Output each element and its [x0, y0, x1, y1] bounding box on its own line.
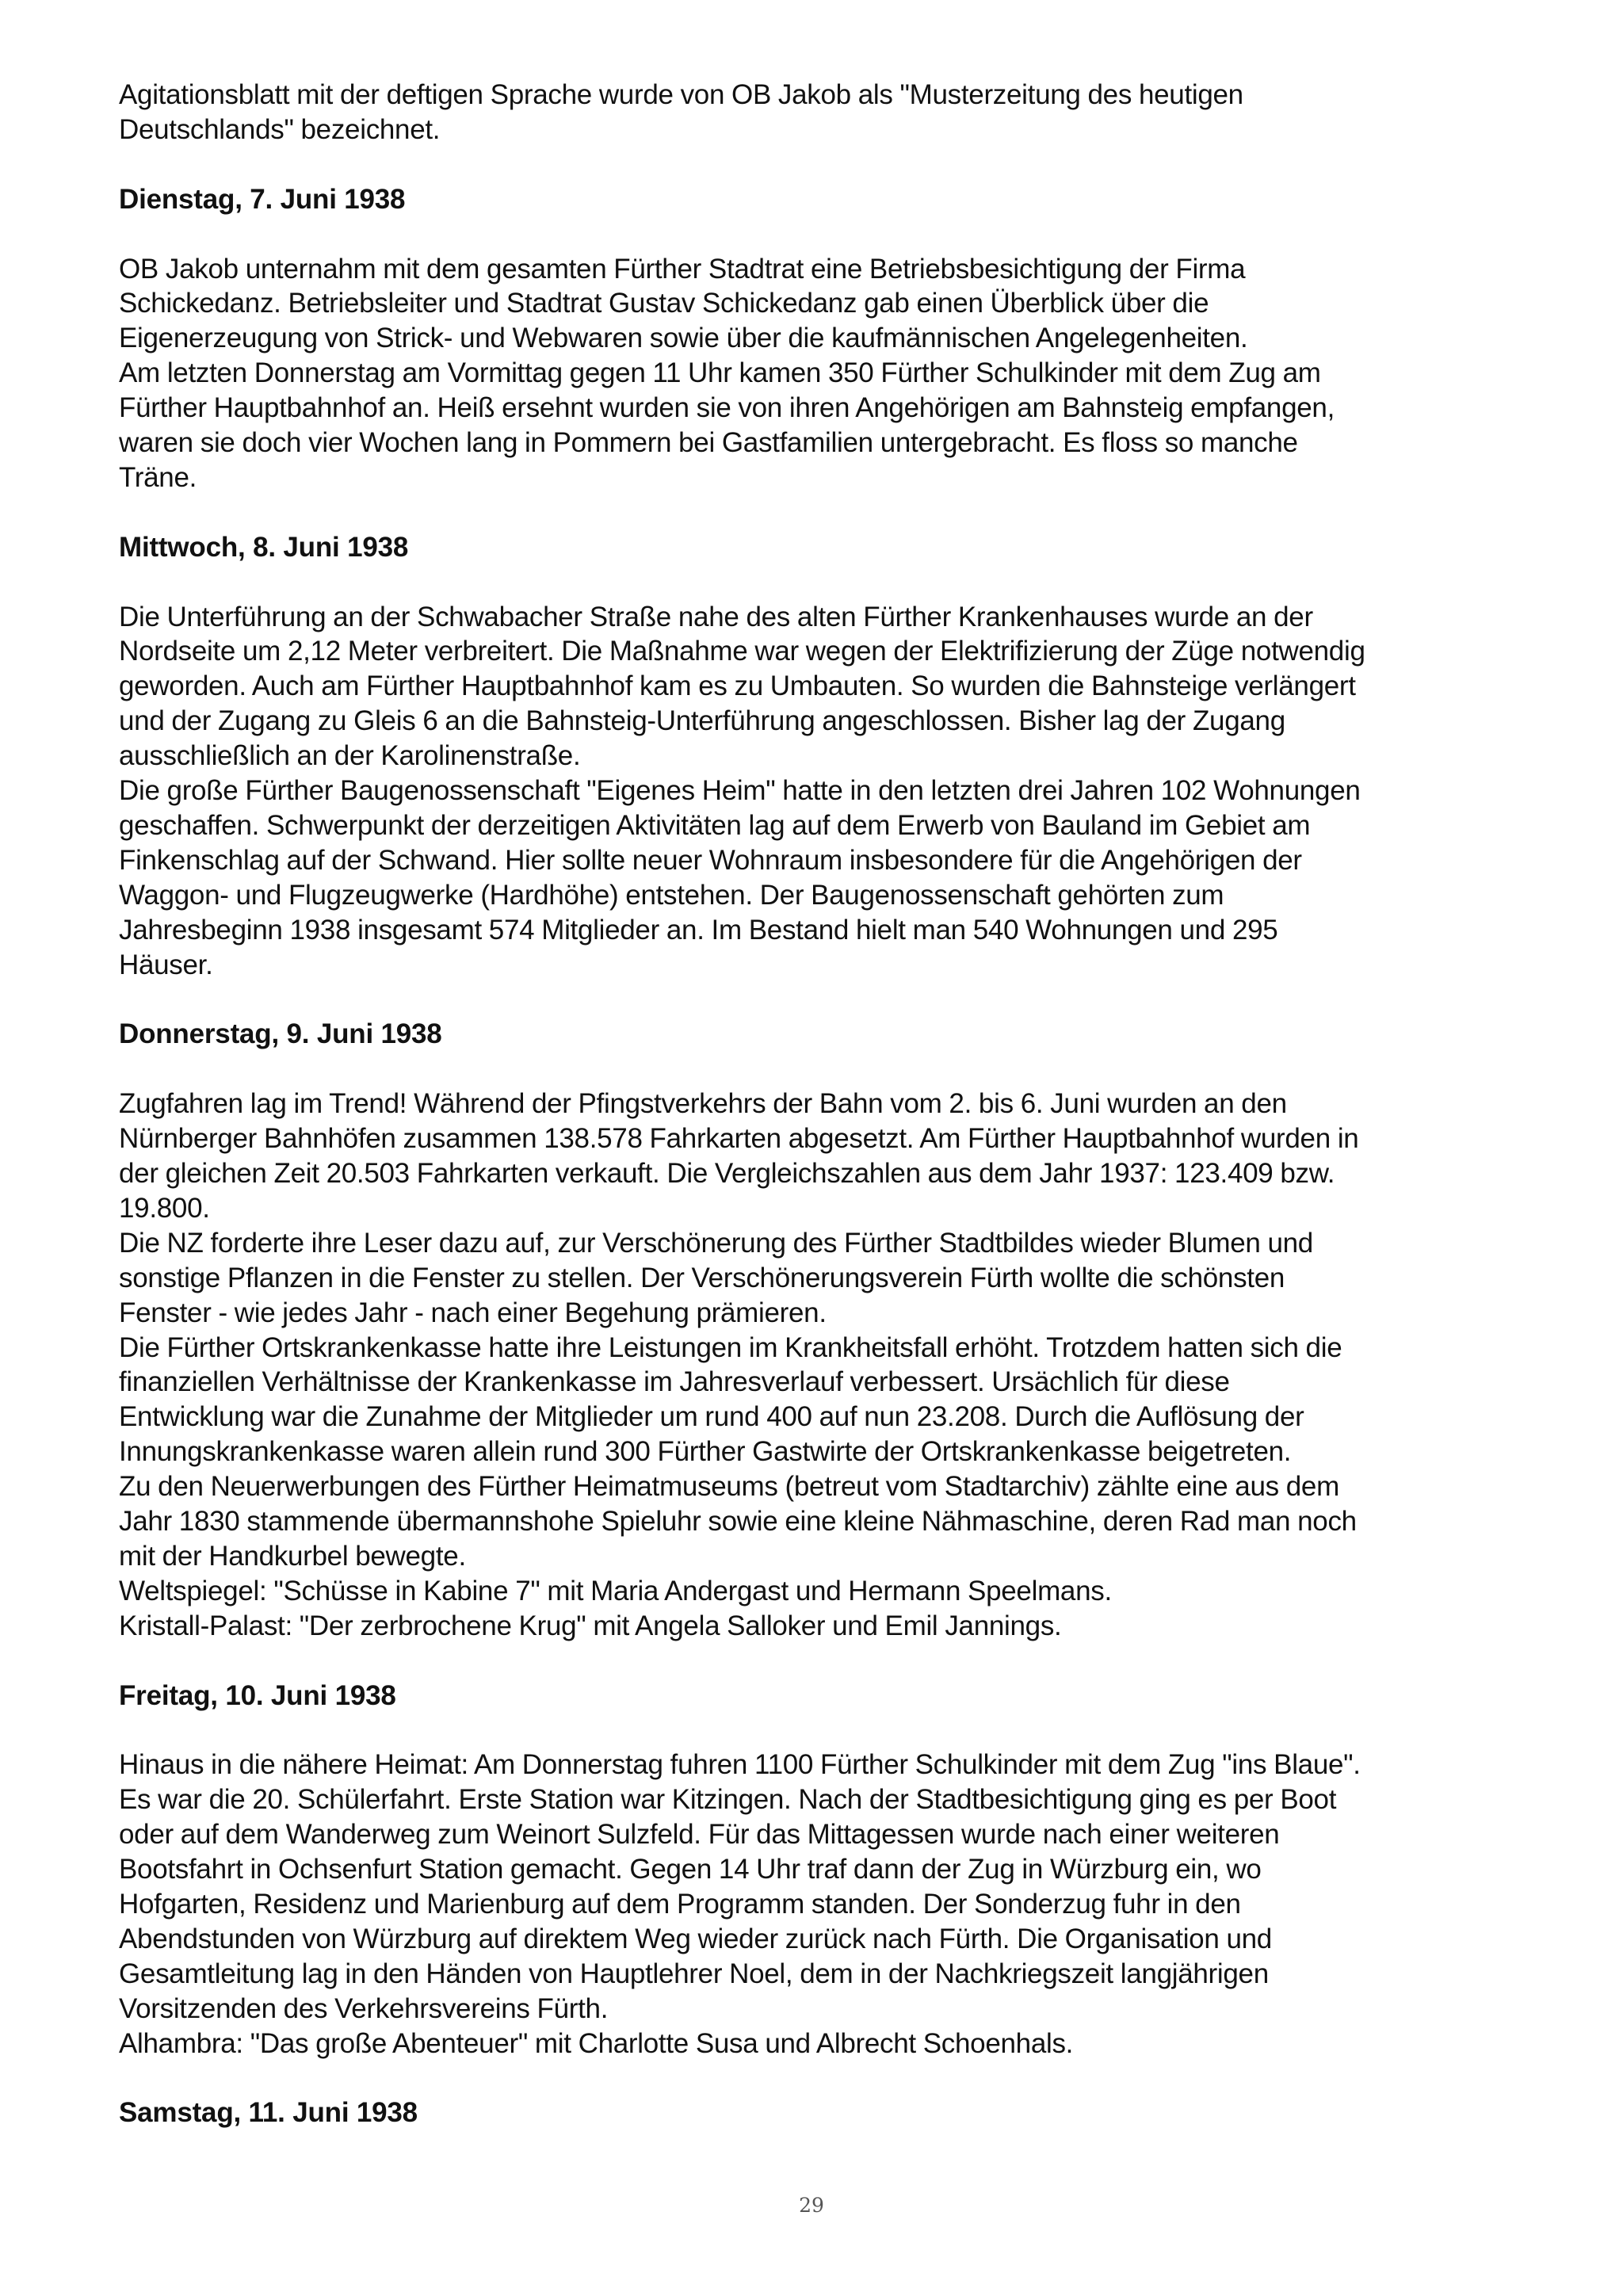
spacer [119, 983, 1522, 1018]
text-line: ausschließlich an der Karolinenstraße. [119, 740, 581, 772]
entry-heading-wednesday: Mittwoch, 8. Juni 1938 [119, 531, 409, 563]
text-line: geschaffen. Schwerpunkt der derzeitigen Aktivitäten lag auf dem Erwerb von Bauland im Gebiet am [119, 809, 1311, 841]
text-line: Zugfahren lag im Trend! Während der Pfingstverkehrs der Bahn vom 2. bis 6. Juni wurden an den [119, 1088, 1287, 1120]
text-line: Träne. [119, 461, 197, 493]
entry-body-thursday [119, 1087, 1522, 1644]
text-line: 19.800. [119, 1192, 210, 1224]
entry-heading-friday: Freitag, 10. Juni 1938 [119, 1679, 396, 1711]
text-line: oder auf dem Wanderweg zum Weinort Sulzfeld. Für das Mittagessen wurde nach einer weiteren [119, 1819, 1280, 1851]
spacer [119, 2061, 1522, 2096]
text-line: Die NZ forderte ihre Leser dazu auf, zur Verschönerung des Fürther Stadtbildes wieder Blumen und [119, 1227, 1313, 1259]
text-line: und der Zugang zu Gleis 6 an die Bahnsteig-Unterführung angeschlossen. Bisher lag der Zugang [119, 705, 1285, 737]
text-line: Eigenerzeugung von Strick- und Webwaren sowie über die kaufmännischen Angelegenheiten. [119, 323, 1248, 354]
entry-body-friday [119, 1748, 1522, 2061]
text-line: OB Jakob unternahm mit dem gesamten Fürther Stadtrat eine Betriebsbesichtigung der Firma [119, 253, 1246, 285]
text-line: Abendstunden von Würzburg auf direktem Weg wieder zurück nach Fürth. Die Organisation und [119, 1923, 1272, 1954]
text-line: Bootsfahrt in Ochsenfurt Station gemacht. Gegen 14 Uhr traf dann der Zug in Würzburg ein, wo [119, 1854, 1262, 1885]
text-line: geworden. Auch am Fürther Hauptbahnhof kam es zu Umbauten. So wurden die Bahnsteige verlängert [119, 670, 1356, 702]
text-line: sonstige Pflanzen in die Fenster zu stellen. Der Verschönerungsverein Fürth wollte die schönsten [119, 1262, 1285, 1293]
page-number: 29 [799, 2194, 824, 2217]
spacer [119, 1713, 1522, 1748]
spacer [119, 565, 1522, 600]
text-line: Innungskrankenkasse waren allein rund 300 Fürther Gastwirte der Ortskrankenkasse beigetreten. [119, 1436, 1292, 1468]
text-line: Nürnberger Bahnhöfen zusammen 138.578 Fahrkarten abgesetzt. Am Fürther Hauptbahnhof wurden in [119, 1123, 1359, 1155]
text-line: Gesamtleitung lag in den Händen von Hauptlehrer Noel, dem in der Nachkriegszeit langjährigen [119, 1958, 1269, 1989]
text-line: Agitationsblatt mit der deftigen Sprache wurde von OB Jakob als "Musterzeitung des heutigen [119, 79, 1243, 110]
text-line: Weltspiegel: "Schüsse in Kabine 7" mit Maria Andergast und Hermann Speelmans. [119, 1575, 1112, 1606]
spacer [119, 1052, 1522, 1087]
entry-heading-thursday: Donnerstag, 9. Juni 1938 [119, 1018, 442, 1050]
text-line: Schickedanz. Betriebsleiter und Stadtrat Gustav Schickedanz gab einen Überblick über die [119, 288, 1209, 319]
document-page [119, 78, 1522, 2130]
entry-body-wednesday [119, 600, 1522, 983]
text-line: Fürther Hauptbahnhof an. Heiß ersehnt wurden sie von ihren Angehörigen am Bahnsteig empfangen, [119, 392, 1335, 424]
text-line: Nordseite um 2,12 Meter verbreitert. Die Maßnahme war wegen der Elektrifizierung der Züge notwendig [119, 636, 1365, 667]
spacer [119, 495, 1522, 530]
text-line: Es war die 20. Schülerfahrt. Erste Station war Kitzingen. Nach der Stadtbesichtigung ging es per Boot [119, 1784, 1337, 1816]
text-line: Deutschlands" bezeichnet. [119, 113, 441, 145]
entry-body-tuesday [119, 252, 1522, 495]
spacer [119, 217, 1522, 252]
text-line: der gleichen Zeit 20.503 Fahrkarten verkauft. Die Vergleichszahlen aus dem Jahr 1937: 123.409 bzw. [119, 1158, 1335, 1189]
text-line: Alhambra: "Das große Abenteuer" mit Charlotte Susa und Albrecht Schoenhals. [119, 2027, 1074, 2059]
text-line: Die Unterführung an der Schwabacher Straße nahe des alten Fürther Krankenhauses wurde an der [119, 601, 1313, 632]
text-line: Zu den Neuerwerbungen des Fürther Heimatmuseums (betreut vom Stadtarchiv) zählte eine aus dem [119, 1471, 1339, 1503]
text-line: waren sie doch vier Wochen lang in Pommern bei Gastfamilien untergebracht. Es floss so manche [119, 427, 1298, 459]
intro-paragraph [119, 78, 1522, 147]
text-line: Kristall-Palast: "Der zerbrochene Krug" mit Angela Salloker und Emil Jannings. [119, 1610, 1062, 1641]
text-line: Hofgarten, Residenz und Marienburg auf dem Programm standen. Der Sonderzug fuhr in den [119, 1889, 1241, 1920]
entry-heading-saturday: Samstag, 11. Juni 1938 [119, 2097, 418, 2129]
text-line: Waggon- und Flugzeugwerke (Hardhöhe) entstehen. Der Baugenossenschaft gehörten zum [119, 879, 1224, 911]
spacer [119, 147, 1522, 182]
text-line: Am letzten Donnerstag am Vormittag gegen 11 Uhr kamen 350 Fürther Schulkinder mit dem Zug am [119, 357, 1321, 389]
text-line: Vorsitzenden des Verkehrsvereins Fürth. [119, 1992, 609, 2024]
text-line: Die große Fürther Baugenossenschaft "Eigenes Heim" hatte in den letzten drei Jahren 102 Wohnungen [119, 775, 1361, 807]
text-line: Entwicklung war die Zunahme der Mitglieder um rund 400 auf nun 23.208. Durch die Auflösung der [119, 1401, 1304, 1433]
text-line: Die Fürther Ortskrankenkasse hatte ihre Leistungen im Krankheitsfall erhöht. Trotzdem hatten sich die [119, 1331, 1342, 1363]
text-line: mit der Handkurbel bewegte. [119, 1540, 466, 1572]
spacer [119, 1644, 1522, 1679]
entry-heading-tuesday: Dienstag, 7. Juni 1938 [119, 183, 406, 215]
text-line: finanziellen Verhältnisse der Krankenkasse im Jahresverlauf verbessert. Ursächlich für diese [119, 1366, 1230, 1398]
text-line: Jahresbeginn 1938 insgesamt 574 Mitglieder an. Im Bestand hielt man 540 Wohnungen und 295 [119, 914, 1278, 946]
text-line: Finkenschlag auf der Schwand. Hier sollte neuer Wohnraum insbesondere für die Angehörigen der [119, 844, 1302, 876]
text-line: Häuser. [119, 949, 213, 980]
text-line: Jahr 1830 stammende übermannshohe Spieluhr sowie eine kleine Nähmaschine, deren Rad man noch [119, 1506, 1357, 1538]
text-line: Fenster - wie jedes Jahr - nach einer Begehung prämieren. [119, 1297, 827, 1328]
text-line: Hinaus in die nähere Heimat: Am Donnerstag fuhren 1100 Fürther Schulkinder mit dem Zug "ins Blaue". [119, 1749, 1361, 1781]
